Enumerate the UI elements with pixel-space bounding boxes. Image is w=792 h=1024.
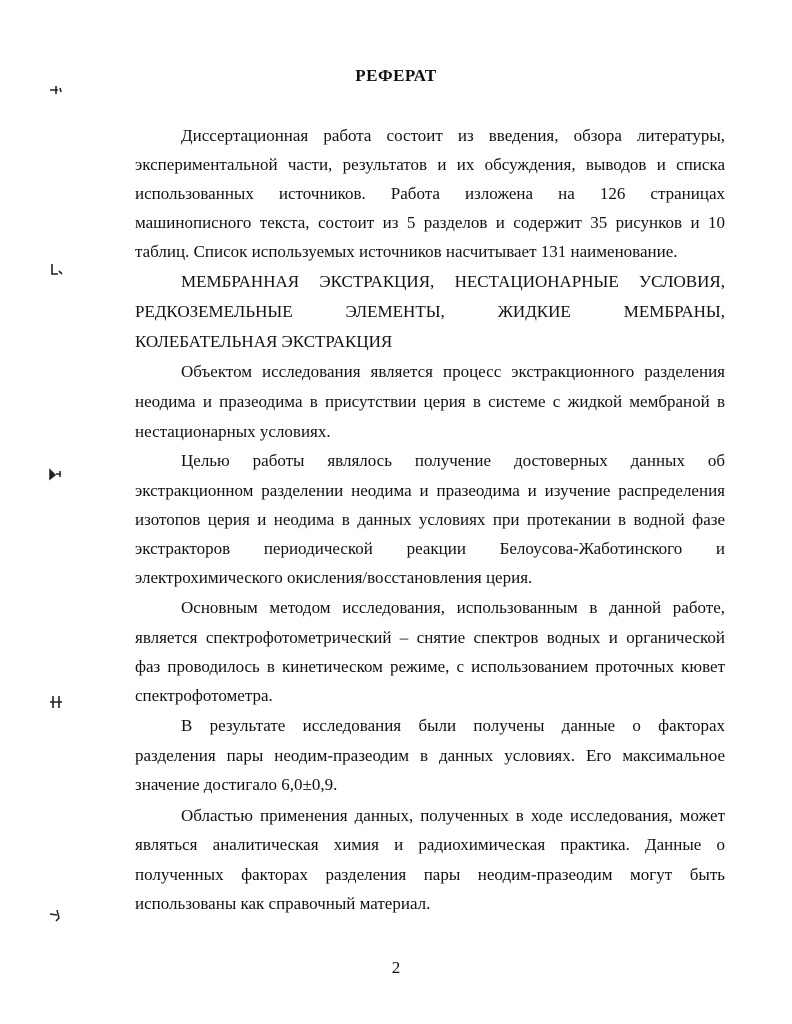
text-line: экспериментальной части, результатов и их обсуждения, выводов и списка (135, 155, 725, 174)
text-line: таблиц. Список используемых источников насчитывает 131 наименование. (135, 242, 678, 261)
scan-mark-icon (47, 694, 65, 710)
text-line: использованы как справочный материал. (135, 894, 431, 913)
text-line: Целью работы являлось получение достоверных данных об (181, 451, 725, 470)
text-line: полученных факторах разделения пары неодим-празеодим могут быть (135, 865, 725, 884)
scan-mark-icon (47, 906, 65, 922)
text-line: Основным методом исследования, использованным в данной работе, (181, 598, 725, 617)
text-line: Диссертационная работа состоит из введения, обзора литературы, (181, 126, 725, 145)
text-line: В результате исследования были получены данные о факторах (181, 716, 725, 735)
text-line: экстракционном разделении неодима и празеодима и изучение распределения (135, 481, 725, 500)
scan-mark-icon (47, 262, 65, 278)
page-number: 2 (391, 958, 401, 977)
keywords-line: КОЛЕБАТЕЛЬНАЯ ЭКСТРАКЦИЯ (135, 332, 393, 351)
text-line: значение достигало 6,0±0,9. (135, 775, 338, 794)
scan-mark-icon (47, 82, 65, 98)
keywords-line: РЕДКОЗЕМЕЛЬНЫЕ ЭЛЕМЕНТЫ, ЖИДКИЕ МЕМБРАНЫ, (135, 302, 725, 321)
text-line: изотопов церия и неодима в данных условиях при протекании в водной фазе (135, 510, 725, 529)
text-line: спектрофотометра. (135, 686, 273, 705)
text-line: использованных источников. Работа изложена на 126 страницах (135, 184, 725, 203)
text-line: является спектрофотометрический – снятие спектров водных и органической (135, 628, 725, 647)
text-line: Объектом исследования является процесс экстракционного разделения (181, 362, 725, 381)
keywords-line: МЕМБРАННАЯ ЭКСТРАКЦИЯ, НЕСТАЦИОНАРНЫЕ УСЛОВИЯ, (181, 272, 725, 291)
text-line: машинописного текста, состоит из 5 разделов и содержит 35 рисунков и 10 (135, 213, 725, 232)
text-line: являться аналитическая химия и радиохимическая практика. Данные о (135, 835, 725, 854)
text-line: фаз проводилось в кинетическом режиме, с использованием проточных кювет (135, 657, 725, 676)
text-line: нестационарных условиях. (135, 422, 331, 441)
text-line: экстракторов периодической реакции Белоусова-Жаботинского и (135, 539, 725, 558)
text-line: Областью применения данных, полученных в ходе исследования, может (181, 806, 725, 825)
page-title: РЕФЕРАТ (355, 66, 437, 85)
text-line: разделения пары неодим-празеодим в данных условиях. Его максимальное (135, 746, 725, 765)
scan-mark-icon (47, 466, 65, 482)
text-line: неодима и празеодима в присутствии церия в системе с жидкой мембраной в (135, 392, 725, 411)
text-line: электрохимического окисления/восстановления церия. (135, 568, 533, 587)
